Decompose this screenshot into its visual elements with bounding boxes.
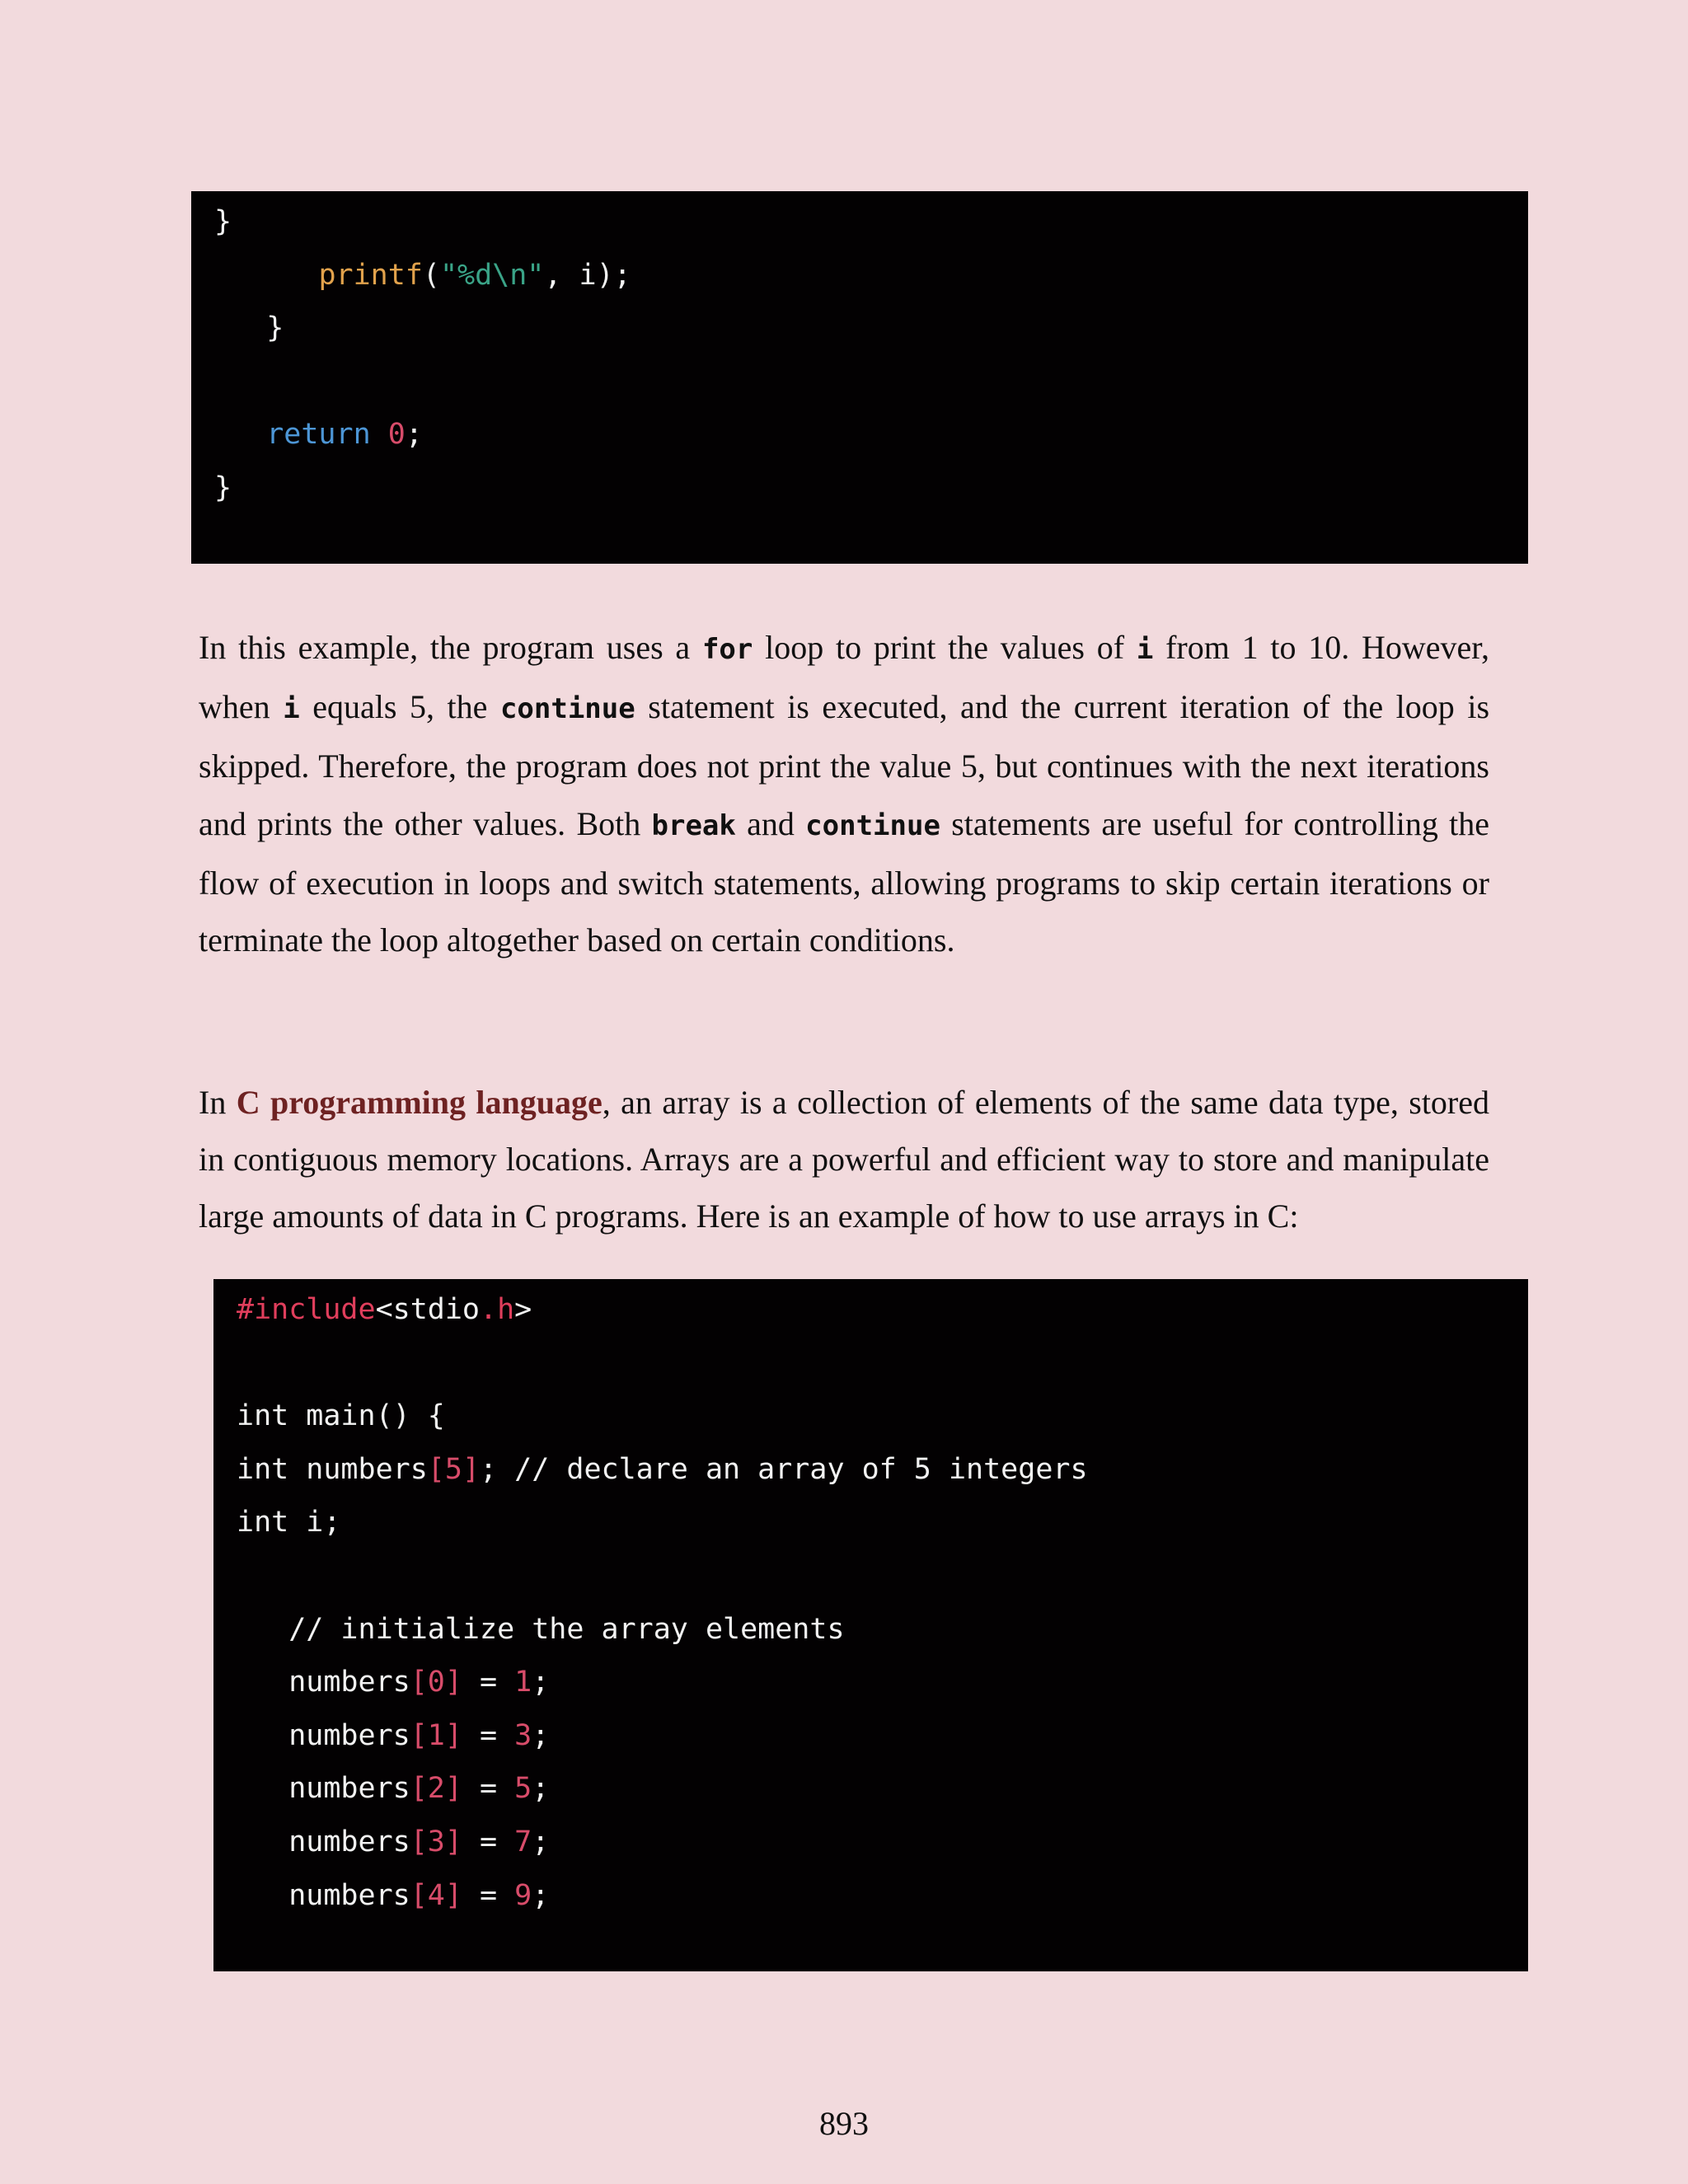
code-token-number: [5] [427, 1452, 481, 1486]
code-token-default: ; [532, 1666, 550, 1699]
code-token-number: [2] [410, 1772, 462, 1806]
code-line [214, 201, 232, 242]
code-token-default: = [462, 1878, 515, 1912]
code-token-default: numbers [237, 1825, 410, 1858]
code-line [214, 255, 631, 296]
paragraph-text: In this example, the program uses a [199, 629, 702, 666]
code-token-default: = [462, 1666, 515, 1699]
code-block-array-example [213, 1279, 1528, 1971]
code-token-directive: #include [237, 1293, 376, 1326]
code-token-number: [3] [410, 1825, 462, 1858]
code-token-number: 1 [514, 1666, 532, 1699]
code-token-default: = [462, 1772, 515, 1806]
code-token-string: "%d\n" [439, 258, 545, 292]
code-token-default: <stdio [375, 1293, 481, 1326]
code-token-default: int i; [237, 1506, 341, 1540]
code-token-default: ; [532, 1878, 550, 1912]
code-token-number: [1] [410, 1718, 462, 1752]
inline-code-break: break [651, 808, 736, 842]
code-token-number: 0 [387, 418, 406, 452]
code-token-default: = [462, 1825, 515, 1858]
code-line [214, 414, 423, 455]
code-block-loop-example [191, 191, 1528, 564]
code-line [237, 1609, 845, 1650]
code-token-default: ; // declare an array of 5 integers [480, 1452, 1088, 1486]
code-token-default: ; [532, 1718, 550, 1752]
code-token-default: > [514, 1293, 532, 1326]
code-token-default: int main() { [237, 1399, 445, 1433]
inline-code-i: i [283, 692, 300, 726]
code-token-keyword: return [266, 418, 371, 452]
paragraph-text: In [199, 1084, 237, 1121]
code-token-default [214, 418, 266, 451]
code-token-number: [0] [410, 1666, 462, 1699]
code-token-number: 7 [514, 1825, 532, 1858]
code-token-default: } [214, 205, 232, 238]
code-line [237, 1289, 532, 1330]
code-token-default: numbers [237, 1666, 410, 1699]
code-token-default: } [214, 471, 232, 504]
code-token-function: printf [318, 258, 423, 292]
code-line [214, 467, 232, 509]
code-token-number: 3 [514, 1718, 532, 1752]
paragraph-continue-explanation [199, 619, 1489, 968]
code-token-default: ( [422, 258, 440, 292]
code-token-default: ; [532, 1772, 550, 1806]
inline-code-for: for [701, 633, 753, 666]
code-line [237, 1821, 549, 1863]
code-token-default: numbers [237, 1772, 410, 1806]
paragraph-arrays-intro [199, 1074, 1489, 1245]
code-line [237, 1875, 549, 1916]
paragraph-text: statements are useful for controlling the flow of execution in loops and switch statements, allowing programs to skip certain iterations or terminate the loop altogether based on certain conditions. [199, 804, 1490, 959]
code-line [237, 1768, 549, 1809]
highlighted-term: C programming language [236, 1084, 603, 1121]
inline-code-continue: continue [499, 692, 635, 726]
code-line [237, 1502, 340, 1543]
code-line [214, 307, 284, 349]
page-number: 893 [819, 2105, 869, 2142]
paragraph-text: loop to print the values of [753, 629, 1137, 666]
paragraph-text: from 1 to 10. However, when [199, 629, 1489, 726]
paragraph-text: equals 5, the [299, 688, 500, 726]
code-token-default: ; [405, 418, 423, 452]
code-token-default: numbers [237, 1878, 410, 1912]
inline-code-i: i [1136, 633, 1154, 666]
code-token-default: int numbers [237, 1452, 428, 1486]
code-token-default: // initialize the array elements [237, 1612, 845, 1646]
code-token-default: = [462, 1718, 515, 1752]
code-token-directive: .h [480, 1293, 515, 1326]
code-token-default: ; [532, 1825, 550, 1858]
code-token-number: [4] [410, 1878, 462, 1912]
code-line [237, 1715, 549, 1756]
code-token-default [371, 418, 388, 451]
code-token-number: 5 [514, 1772, 532, 1806]
code-token-number: 9 [514, 1878, 532, 1912]
inline-code-continue: continue [805, 808, 940, 842]
paragraph-text: , an array is a collection of elements of the same data type, stored in contiguous memory locations. Arrays are a powerful and efficient way to store and manipulate large amounts of data in C programs. Here is an example of how to use arrays in C: [199, 1084, 1490, 1235]
paragraph-text: statement is executed, and the current iteration of the loop is skipped. Therefore, the program does not print the value 5, but continues with the next iterations and prints the other values. Both [199, 688, 1490, 842]
code-token-default [214, 259, 318, 292]
code-token-default: numbers [237, 1718, 410, 1752]
code-line [237, 1395, 445, 1436]
paragraph-text: and [735, 804, 806, 842]
code-line [237, 1661, 549, 1703]
code-line [237, 1449, 1088, 1490]
code-token-default: , i); [544, 258, 631, 292]
code-token-default: } [214, 312, 284, 345]
